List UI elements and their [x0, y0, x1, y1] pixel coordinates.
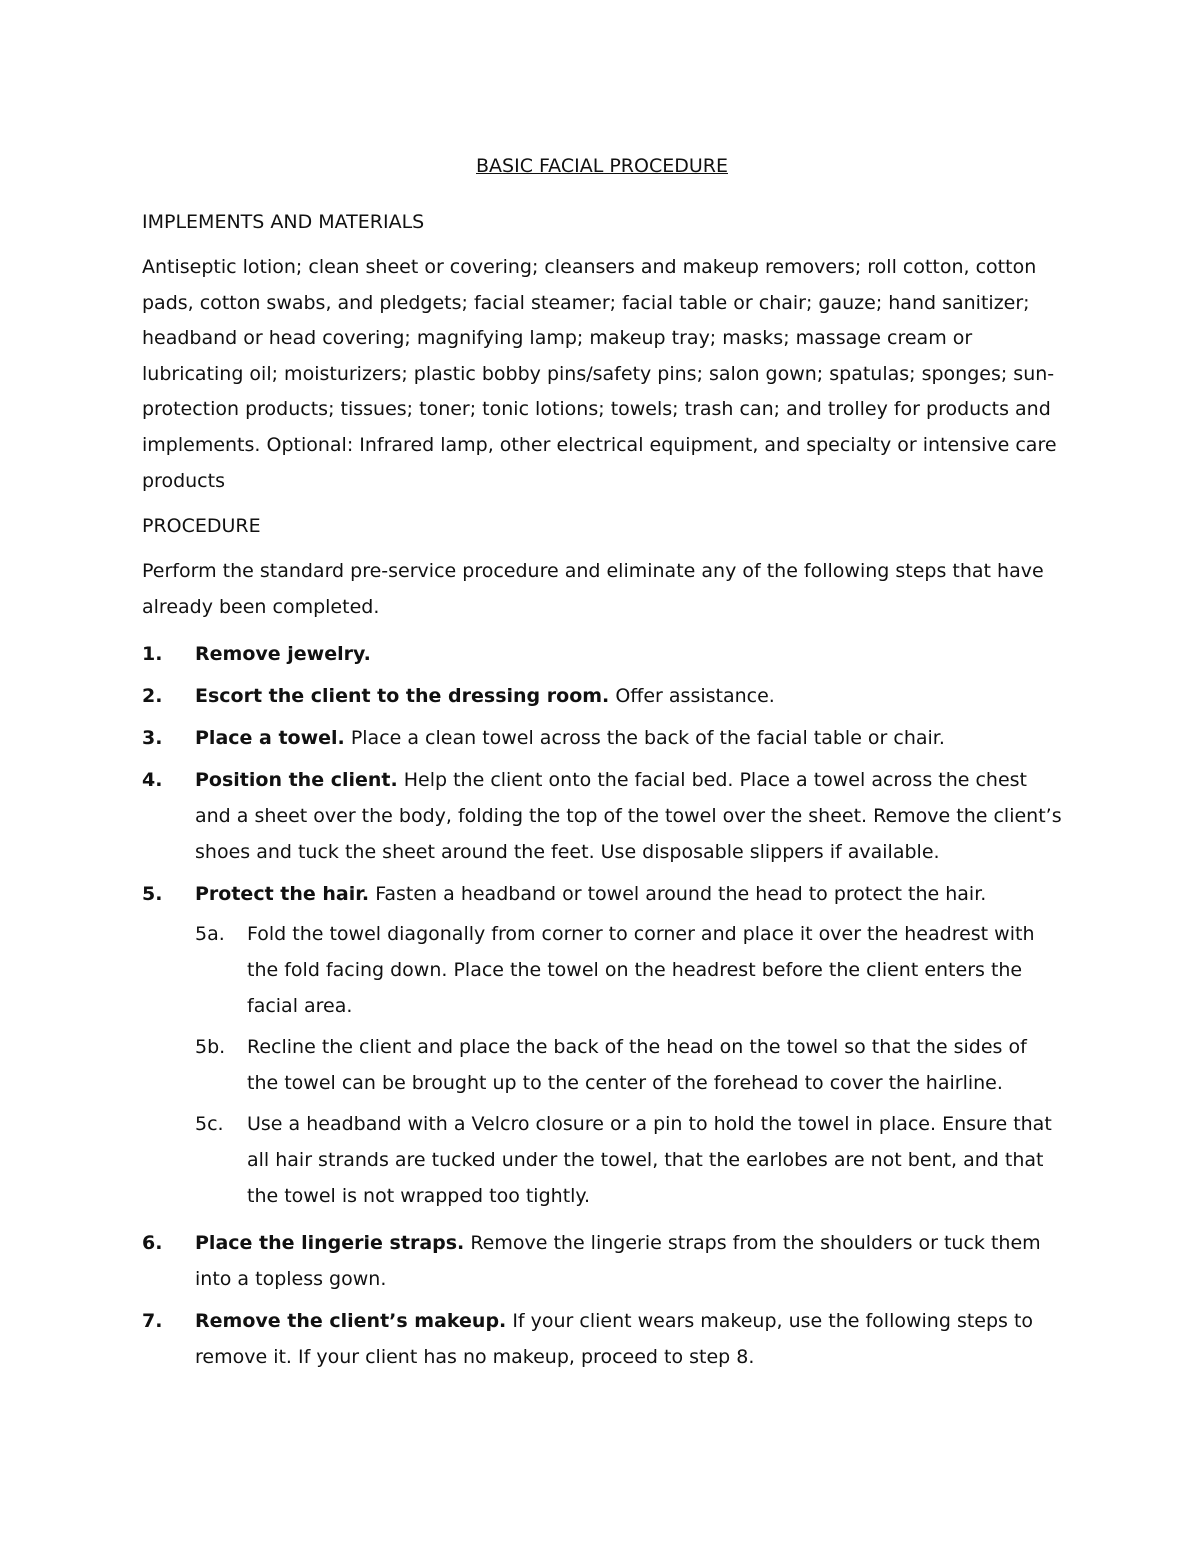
- step-body: [195, 636, 1062, 672]
- substeps: [195, 916, 1062, 1214]
- substep-number: 5c.: [195, 1113, 224, 1136]
- step-number: 7.: [142, 1310, 163, 1333]
- step-number: 4.: [142, 769, 163, 792]
- step-4: [142, 762, 1062, 870]
- step-text: Fasten a headband or towel around the head to protect the hair.: [375, 883, 987, 906]
- substep-5b: [195, 1029, 1062, 1101]
- step-6: [142, 1225, 1062, 1297]
- substep-text: Use a headband with a Velcro closure or a pin to hold the towel in place. Ensure that all hair strands are tucked under the towel, that the earlobes are not bent, and that the towel is not wrapped too tightly.: [247, 1113, 1052, 1208]
- step-2: [142, 678, 1062, 714]
- step-body: [195, 678, 1062, 714]
- step-number: 2.: [142, 685, 163, 708]
- step-lead: Place the lingerie straps.: [195, 1232, 465, 1255]
- step-1: [142, 636, 1062, 672]
- implements-text: Antiseptic lotion; clean sheet or covering; cleansers and makeup removers; roll cotton, cotton pads, cotton swabs, and pledgets; facial steamer; facial table or chair; gauze; hand sanitizer; headband or head covering; magnifying lamp; makeup tray; masks; massage cream or lubricating oil; moisturizers; plastic bobby pins/safety pins; salon gown; spatulas; sponges; sun-protection products; tissues; toner; tonic lotions; towels; trash can; and trolley for products and implements. Optional: Infrared lamp, other electrical equipment, and specialty or intensive care products: [142, 256, 1057, 492]
- step-body: [195, 1225, 1062, 1297]
- substep-text: Fold the towel diagonally from corner to corner and place it over the headrest with the fold facing down. Place the towel on the headrest before the client enters the facial area.: [247, 923, 1035, 1018]
- step-lead: Escort the client to the dressing room.: [195, 685, 610, 708]
- step-number: 5.: [142, 883, 163, 906]
- substep-5a: [195, 916, 1062, 1024]
- step-number: 3.: [142, 727, 163, 750]
- step-body: [195, 876, 1062, 1219]
- step-lead: Place a towel.: [195, 727, 345, 750]
- procedure-heading: PROCEDURE: [142, 515, 261, 538]
- step-text: Offer assistance.: [615, 685, 775, 708]
- step-body: [195, 762, 1062, 870]
- step-5: [142, 876, 1062, 1219]
- step-text: Place a clean towel across the back of the facial table or chair.: [350, 727, 945, 750]
- document-title: BASIC FACIAL PROCEDURE: [476, 155, 728, 177]
- step-lead: Remove the client’s makeup.: [195, 1310, 507, 1333]
- substep-text: Recline the client and place the back of the head on the towel so that the sides of the towel can be brought up to the center of the forehead to cover the hairline.: [247, 1036, 1027, 1095]
- step-lead: Remove jewelry.: [195, 643, 371, 666]
- procedure-steps: [142, 636, 1062, 1375]
- step-text: If your client wears makeup, use the following steps to remove it. If your client has no makeup, proceed to step 8.: [195, 1310, 1034, 1369]
- substep-5c: [195, 1106, 1062, 1214]
- substep-number: 5b.: [195, 1036, 226, 1059]
- step-lead: Position the client.: [195, 769, 398, 792]
- step-body: [195, 1303, 1062, 1375]
- step-number: 1.: [142, 643, 163, 666]
- step-number: 6.: [142, 1232, 163, 1255]
- implements-heading: IMPLEMENTS AND MATERIALS: [142, 211, 425, 233]
- step-text: Help the client onto the facial bed. Place a towel across the chest and a sheet over the body, folding the top of the towel over the sheet. Remove the client’s shoes and tuck the sheet around the feet. Use disposable slippers if available.: [195, 769, 1062, 864]
- step-3: [142, 720, 1062, 756]
- step-body: [195, 720, 1062, 756]
- procedure-intro: Perform the standard pre-service procedure and eliminate any of the following steps that have already been completed.: [142, 560, 1044, 618]
- step-text: Remove the lingerie straps from the shoulders or tuck them into a topless gown.: [195, 1232, 1041, 1291]
- document-page: [142, 150, 1062, 1381]
- step-lead: Protect the hair.: [195, 883, 370, 906]
- substep-number: 5a.: [195, 923, 225, 946]
- step-7: [142, 1303, 1062, 1375]
